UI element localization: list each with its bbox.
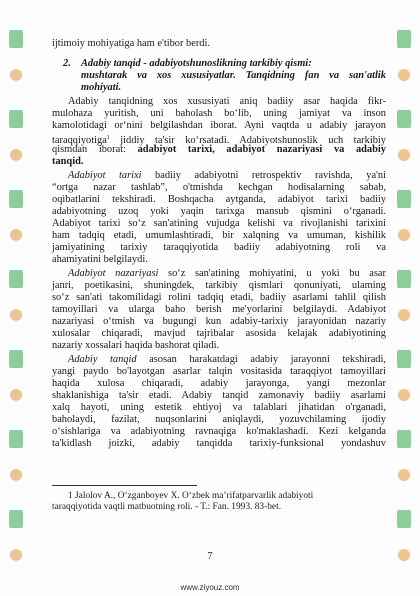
text-line: Adabiy tanqidning xos xususiyati aniq badiiy asar haqida fikr-	[68, 96, 386, 107]
text-span: jiddiy ta'sir ko‘rsatadi. Adabiyotshunoslik uch tarkibiy	[109, 135, 386, 146]
footnote-marker: 1	[106, 135, 110, 141]
text-line: xulosalar chiqaradi, mavjud tajribalar asosida kelajak adabiyotining	[52, 328, 386, 339]
text-line: so‘z san'ati takomilidagi rolini tadqiq etadi, badiiy asarlami tahlil qilish	[52, 292, 386, 303]
text-line: ta'kidlash joizki, adabiy tanqidda tarixiy-funksional yondashuv	[52, 438, 386, 449]
section-heading-line: Adabiy tanqid - adabiyotshunoslikning tarkibiy qismi:	[81, 58, 312, 69]
text-line: Adabiyot tarixi so‘z san'atining vujudga kelishi va rivojlanishi tarixini	[52, 218, 386, 229]
footnote-divider	[52, 485, 197, 486]
watermark-right	[392, 20, 414, 580]
bold-term: tanqid.	[52, 156, 84, 167]
text-line: jamiyatining tarixiy taraqqiyotida badiiy adabiyotning roli va	[52, 242, 386, 253]
text-line	[68, 268, 386, 280]
text-line	[52, 144, 386, 156]
text-line: ham tadqiq etadi, umumlashtiradi, bir xalqning va umuman, kishilik	[52, 230, 386, 241]
text-line: baholaydi, fazilat, nuqsonlarini aniqlaydi, yozuvchilaming ijodiy	[52, 414, 386, 425]
text-line: oqibatlarini tekshiradi. Boshqacha aytganda, adabiyot tarixi badiiy	[52, 194, 386, 205]
text-line: ijtimoiy mohiyatiga ham e'tibor berdi.	[52, 38, 210, 49]
italic-term: Adabiyot tarixi	[68, 170, 142, 181]
text-line: janri, poetikasini, shuningdek, tarkibiy qismlari qonuniyati, ulaming	[52, 280, 386, 291]
text-span: asosan harakatdagi adabiy jarayonni tekshiradi,	[136, 354, 386, 365]
text-line: nazariy xossalari haqida bashorat qiladi.	[52, 340, 220, 351]
text-line: shaklanishiga ta'sir etadi. Adabiy tanqid zamonaviy badiiy asarlami	[52, 390, 386, 401]
italic-term: Adabiy tanqid	[68, 354, 137, 365]
text-line: kamolotidagi or‘nini belgilashdan iborat. Ayni vaqtda u adabiy jarayon	[52, 120, 386, 131]
text-line: tamoyillari va ularga baho berish me'yorlarini belgilaydi. Adabiyot	[52, 304, 386, 315]
text-line: “ortga nazar tashlab”, o'tmishda kechgan hodisalarning sabab,	[52, 182, 386, 193]
text-span: so‘z san'atining mohiyatini, u yoki bu asar	[158, 268, 386, 279]
footer-url: www.ziyouz.com	[180, 583, 240, 592]
watermark-left	[6, 20, 28, 580]
section-heading-line: mushtarak va xos xususiyatlar. Tanqidning fan va san'atlik	[81, 70, 386, 81]
text-span: qismdan iborat:	[52, 144, 126, 155]
page-number: 7	[207, 551, 213, 562]
text-line: nazariyasi o‘tmish va bugungi kun adabiy-tarixiy jarayonidan nazariy	[52, 316, 386, 327]
text-line: o‘sishlariga va adabiyotning ravnaqiga ko'maklashadi. Kezi kelganda	[52, 426, 386, 437]
text-line: xalq hayoti, uning estetik ehtiyoj va talablari jihatidan o'rganadi,	[52, 402, 386, 413]
text-span: badiiy adabiyotni retrospektiv ravishda, ya'ni	[141, 170, 387, 181]
text-line: adabiyotning uzoq yoki yaqin tarixga mansub qismini o‘rganadi.	[52, 206, 386, 217]
section-heading-line: mohiyati.	[81, 82, 122, 93]
bold-term: adabiyot tarixi, adabiyot nazariyasi va adabiy	[137, 144, 386, 155]
text-line	[68, 170, 386, 182]
text-line: yangi paydo bo'layotgan asarlar talqin vositasida taraqqiyot tamoyillari	[52, 366, 386, 377]
text-span: taraqqiyotiga	[52, 135, 107, 146]
footnote-line: taraqqiyotida vaqtli matbuotning roli. - T.: Fan. 1993. 83-bet.	[52, 502, 282, 512]
italic-term: Adabiyot nazariyasi	[68, 268, 159, 279]
text-line: ahamiyatini belgilaydi.	[52, 254, 148, 265]
footnote-line: 1 Jalolov A., O‘zganboyev X. O‘zbek ma’rifatparvarlik adabiyoti	[68, 491, 314, 501]
text-line: mulohaza yuritish, uni baholash bo‘lib, uning jamiyat va inson	[52, 108, 386, 119]
section-number: 2.	[63, 58, 71, 69]
text-line: haqida xulosa chiqaradi, adabiy jarayonga, yangi mezonlar	[52, 378, 386, 389]
text-line	[68, 354, 386, 366]
